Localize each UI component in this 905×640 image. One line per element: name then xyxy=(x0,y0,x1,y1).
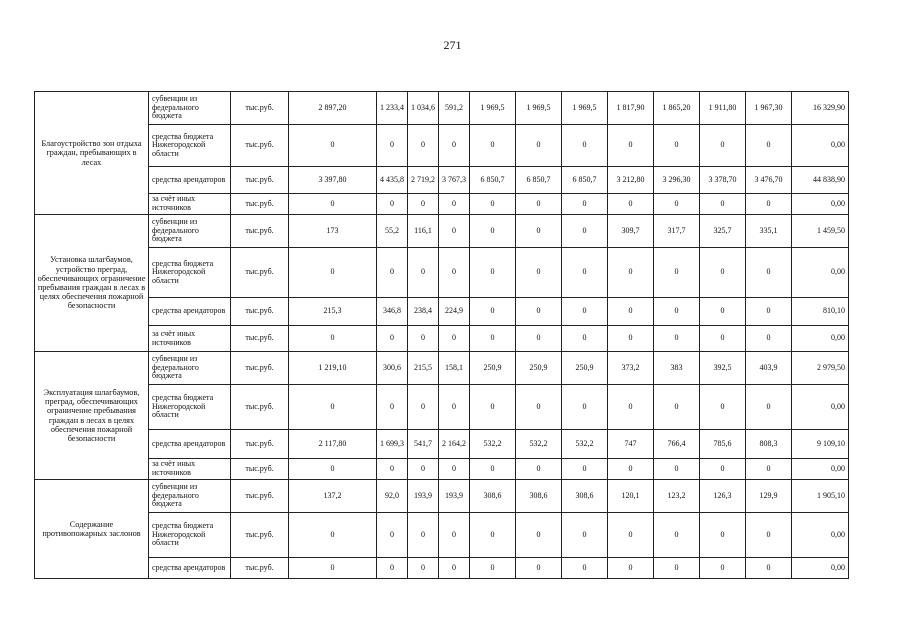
value-cell: 0 xyxy=(700,326,746,352)
value-cell: 0 xyxy=(377,385,408,430)
unit-cell: тыс.руб. xyxy=(231,430,289,459)
value-cell: 0 xyxy=(439,558,470,579)
value-cell: 0 xyxy=(470,298,516,326)
value-cell: 0 xyxy=(439,194,470,215)
funding-source: субвенции из федерального бюджета xyxy=(149,352,231,385)
value-cell: 3 296,30 xyxy=(654,167,700,194)
first-value-cell: 0 xyxy=(289,125,377,167)
value-cell: 0 xyxy=(470,558,516,579)
value-cell: 4 435,8 xyxy=(377,167,408,194)
funding-source: средства арендаторов xyxy=(149,430,231,459)
value-cell: 0 xyxy=(516,513,562,558)
value-cell: 0 xyxy=(700,194,746,215)
first-value-cell: 1 219,10 xyxy=(289,352,377,385)
value-cell: 0 xyxy=(408,248,439,298)
table-row xyxy=(35,215,849,248)
value-cell: 0 xyxy=(377,513,408,558)
value-cell: 3 212,80 xyxy=(608,167,654,194)
value-cell: 0 xyxy=(377,459,408,480)
table-row xyxy=(35,248,849,298)
first-value-cell: 137,2 xyxy=(289,480,377,513)
first-value-cell: 0 xyxy=(289,326,377,352)
funding-source: субвенции из федерального бюджета xyxy=(149,92,231,125)
value-cell: 0 xyxy=(408,385,439,430)
value-cell: 0 xyxy=(516,194,562,215)
first-value-cell: 0 xyxy=(289,194,377,215)
table-row xyxy=(35,459,849,480)
funding-source: средства бюджета Нижегородской области xyxy=(149,385,231,430)
value-cell: 0 xyxy=(408,459,439,480)
value-cell: 532,2 xyxy=(562,430,608,459)
value-cell: 3 767,3 xyxy=(439,167,470,194)
value-cell: 0 xyxy=(562,558,608,579)
value-cell: 0 xyxy=(562,248,608,298)
value-cell: 0 xyxy=(700,558,746,579)
value-cell: 373,2 xyxy=(608,352,654,385)
funding-source: средства бюджета Нижегородской области xyxy=(149,513,231,558)
value-cell: 0 xyxy=(654,326,700,352)
value-cell: 0 xyxy=(439,513,470,558)
value-cell: 116,1 xyxy=(408,215,439,248)
first-value-cell: 2 117,80 xyxy=(289,430,377,459)
page-number: 271 xyxy=(443,38,462,52)
first-value-cell: 173 xyxy=(289,215,377,248)
value-cell: 0 xyxy=(700,385,746,430)
value-cell: 0 xyxy=(408,513,439,558)
value-cell: 0 xyxy=(746,385,792,430)
value-cell: 0 xyxy=(654,558,700,579)
funding-source: средства арендаторов xyxy=(149,298,231,326)
unit-cell: тыс.руб. xyxy=(231,352,289,385)
value-cell: 766,4 xyxy=(654,430,700,459)
funding-source: средства бюджета Нижегородской области xyxy=(149,125,231,167)
value-cell: 0 xyxy=(700,513,746,558)
value-cell: 158,1 xyxy=(439,352,470,385)
row-total-cell: 0,00 xyxy=(792,558,849,579)
value-cell: 0 xyxy=(516,558,562,579)
first-value-cell: 0 xyxy=(289,513,377,558)
first-value-cell: 0 xyxy=(289,558,377,579)
value-cell: 0 xyxy=(516,459,562,480)
value-cell: 346,8 xyxy=(377,298,408,326)
row-total-cell: 0,00 xyxy=(792,385,849,430)
value-cell: 0 xyxy=(746,194,792,215)
unit-cell: тыс.руб. xyxy=(231,92,289,125)
value-cell: 0 xyxy=(377,326,408,352)
value-cell: 0 xyxy=(470,385,516,430)
value-cell: 0 xyxy=(377,194,408,215)
value-cell: 238,4 xyxy=(408,298,439,326)
unit-cell: тыс.руб. xyxy=(231,513,289,558)
value-cell: 0 xyxy=(439,215,470,248)
value-cell: 55,2 xyxy=(377,215,408,248)
value-cell: 0 xyxy=(377,125,408,167)
value-cell: 0 xyxy=(746,558,792,579)
activity-name: Благоустройство зон отдыха граждан, пребывающих в лесах xyxy=(35,92,149,215)
unit-cell: тыс.руб. xyxy=(231,215,289,248)
row-total-cell: 2 979,50 xyxy=(792,352,849,385)
first-value-cell: 215,3 xyxy=(289,298,377,326)
unit-cell: тыс.руб. xyxy=(231,326,289,352)
value-cell: 309,7 xyxy=(608,215,654,248)
funding-source: за счёт иных источников xyxy=(149,459,231,480)
value-cell: 1 911,80 xyxy=(700,92,746,125)
table-row xyxy=(35,352,849,385)
value-cell: 0 xyxy=(608,125,654,167)
unit-cell: тыс.руб. xyxy=(231,125,289,167)
row-total-cell: 0,00 xyxy=(792,459,849,480)
value-cell: 383 xyxy=(654,352,700,385)
value-cell: 0 xyxy=(377,558,408,579)
value-cell: 0 xyxy=(439,248,470,298)
value-cell: 392,5 xyxy=(700,352,746,385)
value-cell: 0 xyxy=(516,385,562,430)
value-cell: 0 xyxy=(654,194,700,215)
table-row xyxy=(35,326,849,352)
value-cell: 250,9 xyxy=(516,352,562,385)
row-total-cell: 16 329,90 xyxy=(792,92,849,125)
value-cell: 532,2 xyxy=(516,430,562,459)
value-cell: 0 xyxy=(516,248,562,298)
value-cell: 0 xyxy=(608,326,654,352)
value-cell: 1 034,6 xyxy=(408,92,439,125)
row-total-cell: 1 459,50 xyxy=(792,215,849,248)
value-cell: 0 xyxy=(746,298,792,326)
unit-cell: тыс.руб. xyxy=(231,480,289,513)
unit-cell: тыс.руб. xyxy=(231,248,289,298)
funding-source: средства арендаторов xyxy=(149,167,231,194)
row-total-cell: 0,00 xyxy=(792,513,849,558)
value-cell: 193,9 xyxy=(439,480,470,513)
value-cell: 6 850,7 xyxy=(516,167,562,194)
funding-source: средства бюджета Нижегородской области xyxy=(149,248,231,298)
value-cell: 0 xyxy=(562,385,608,430)
row-total-cell: 0,00 xyxy=(792,248,849,298)
value-cell: 120,1 xyxy=(608,480,654,513)
first-value-cell: 0 xyxy=(289,248,377,298)
value-cell: 0 xyxy=(562,513,608,558)
activity-name: Эксплуатация шлагбаумов, преград, обеспечивающих ограничение пребывания граждан в лесах в целях обеспечения пожарной безопасности xyxy=(35,352,149,480)
value-cell: 1 969,5 xyxy=(470,92,516,125)
value-cell: 92,0 xyxy=(377,480,408,513)
value-cell: 300,6 xyxy=(377,352,408,385)
value-cell: 785,6 xyxy=(700,430,746,459)
value-cell: 0 xyxy=(439,326,470,352)
funding-source: субвенции из федерального бюджета xyxy=(149,215,231,248)
value-cell: 0 xyxy=(562,215,608,248)
unit-cell: тыс.руб. xyxy=(231,194,289,215)
first-value-cell: 2 897,20 xyxy=(289,92,377,125)
value-cell: 215,5 xyxy=(408,352,439,385)
table-row xyxy=(35,513,849,558)
funding-source: за счёт иных источников xyxy=(149,326,231,352)
value-cell: 0 xyxy=(562,194,608,215)
value-cell: 0 xyxy=(654,385,700,430)
value-cell: 193,9 xyxy=(408,480,439,513)
value-cell: 129,9 xyxy=(746,480,792,513)
value-cell: 0 xyxy=(470,459,516,480)
value-cell: 2 719,2 xyxy=(408,167,439,194)
value-cell: 1 865,20 xyxy=(654,92,700,125)
value-cell: 250,9 xyxy=(562,352,608,385)
value-cell: 0 xyxy=(608,248,654,298)
value-cell: 0 xyxy=(439,125,470,167)
table-row xyxy=(35,430,849,459)
value-cell: 0 xyxy=(408,194,439,215)
unit-cell: тыс.руб. xyxy=(231,298,289,326)
value-cell: 0 xyxy=(408,125,439,167)
table-row xyxy=(35,385,849,430)
table-row xyxy=(35,167,849,194)
value-cell: 591,2 xyxy=(439,92,470,125)
value-cell: 1 233,4 xyxy=(377,92,408,125)
table-row xyxy=(35,194,849,215)
funding-source: субвенции из федерального бюджета xyxy=(149,480,231,513)
activity-name: Установка шлагбаумов, устройство преград, обеспечивающих ограничение пребывания граждан в лесах в целях обеспечения пожарной безопасности xyxy=(35,215,149,352)
table-row xyxy=(35,92,849,125)
value-cell: 1 699,3 xyxy=(377,430,408,459)
value-cell: 0 xyxy=(470,215,516,248)
unit-cell: тыс.руб. xyxy=(231,459,289,480)
value-cell: 0 xyxy=(516,125,562,167)
table-row xyxy=(35,558,849,579)
row-total-cell: 0,00 xyxy=(792,194,849,215)
value-cell: 325,7 xyxy=(700,215,746,248)
value-cell: 0 xyxy=(562,459,608,480)
value-cell: 0 xyxy=(608,298,654,326)
value-cell: 0 xyxy=(516,326,562,352)
row-total-cell: 1 905,10 xyxy=(792,480,849,513)
row-total-cell: 44 838,90 xyxy=(792,167,849,194)
value-cell: 0 xyxy=(516,215,562,248)
activity-name: Содержание противопожарных заслонов xyxy=(35,480,149,579)
value-cell: 0 xyxy=(470,513,516,558)
first-value-cell: 0 xyxy=(289,385,377,430)
value-cell: 541,7 xyxy=(408,430,439,459)
value-cell: 0 xyxy=(608,194,654,215)
value-cell: 0 xyxy=(562,326,608,352)
value-cell: 0 xyxy=(408,326,439,352)
value-cell: 0 xyxy=(746,513,792,558)
value-cell: 250,9 xyxy=(470,352,516,385)
value-cell: 0 xyxy=(746,459,792,480)
value-cell: 532,2 xyxy=(470,430,516,459)
value-cell: 0 xyxy=(746,125,792,167)
value-cell: 0 xyxy=(470,194,516,215)
value-cell: 1 817,90 xyxy=(608,92,654,125)
value-cell: 6 850,7 xyxy=(470,167,516,194)
value-cell: 0 xyxy=(654,459,700,480)
value-cell: 126,3 xyxy=(700,480,746,513)
table-row xyxy=(35,298,849,326)
value-cell: 3 476,70 xyxy=(746,167,792,194)
value-cell: 0 xyxy=(608,385,654,430)
row-total-cell: 810,10 xyxy=(792,298,849,326)
value-cell: 123,2 xyxy=(654,480,700,513)
value-cell: 1 969,5 xyxy=(562,92,608,125)
funding-source: средства арендаторов xyxy=(149,558,231,579)
row-total-cell: 0,00 xyxy=(792,326,849,352)
value-cell: 0 xyxy=(700,248,746,298)
value-cell: 0 xyxy=(608,513,654,558)
value-cell: 0 xyxy=(562,298,608,326)
value-cell: 308,6 xyxy=(516,480,562,513)
value-cell: 0 xyxy=(470,248,516,298)
value-cell: 3 378,70 xyxy=(700,167,746,194)
value-cell: 308,6 xyxy=(470,480,516,513)
value-cell: 1 969,5 xyxy=(516,92,562,125)
value-cell: 0 xyxy=(439,385,470,430)
value-cell: 808,3 xyxy=(746,430,792,459)
unit-cell: тыс.руб. xyxy=(231,385,289,430)
value-cell: 0 xyxy=(608,558,654,579)
value-cell: 0 xyxy=(746,326,792,352)
value-cell: 317,7 xyxy=(654,215,700,248)
value-cell: 0 xyxy=(654,125,700,167)
first-value-cell: 0 xyxy=(289,459,377,480)
value-cell: 0 xyxy=(654,298,700,326)
value-cell: 308,6 xyxy=(562,480,608,513)
value-cell: 0 xyxy=(700,459,746,480)
row-total-cell: 9 109,10 xyxy=(792,430,849,459)
value-cell: 0 xyxy=(439,459,470,480)
value-cell: 747 xyxy=(608,430,654,459)
table-row xyxy=(35,480,849,513)
value-cell: 0 xyxy=(746,248,792,298)
value-cell: 0 xyxy=(562,125,608,167)
value-cell: 0 xyxy=(700,298,746,326)
value-cell: 2 164,2 xyxy=(439,430,470,459)
value-cell: 0 xyxy=(516,298,562,326)
value-cell: 0 xyxy=(377,248,408,298)
unit-cell: тыс.руб. xyxy=(231,558,289,579)
unit-cell: тыс.руб. xyxy=(231,167,289,194)
value-cell: 0 xyxy=(470,326,516,352)
funding-source: за счёт иных источников xyxy=(149,194,231,215)
value-cell: 1 967,30 xyxy=(746,92,792,125)
value-cell: 224,9 xyxy=(439,298,470,326)
row-total-cell: 0,00 xyxy=(792,125,849,167)
value-cell: 0 xyxy=(470,125,516,167)
value-cell: 0 xyxy=(654,248,700,298)
value-cell: 0 xyxy=(408,558,439,579)
table-row xyxy=(35,125,849,167)
first-value-cell: 3 397,80 xyxy=(289,167,377,194)
value-cell: 335,1 xyxy=(746,215,792,248)
budget-table xyxy=(34,91,849,579)
value-cell: 6 850,7 xyxy=(562,167,608,194)
value-cell: 0 xyxy=(608,459,654,480)
value-cell: 0 xyxy=(700,125,746,167)
value-cell: 0 xyxy=(654,513,700,558)
value-cell: 403,9 xyxy=(746,352,792,385)
